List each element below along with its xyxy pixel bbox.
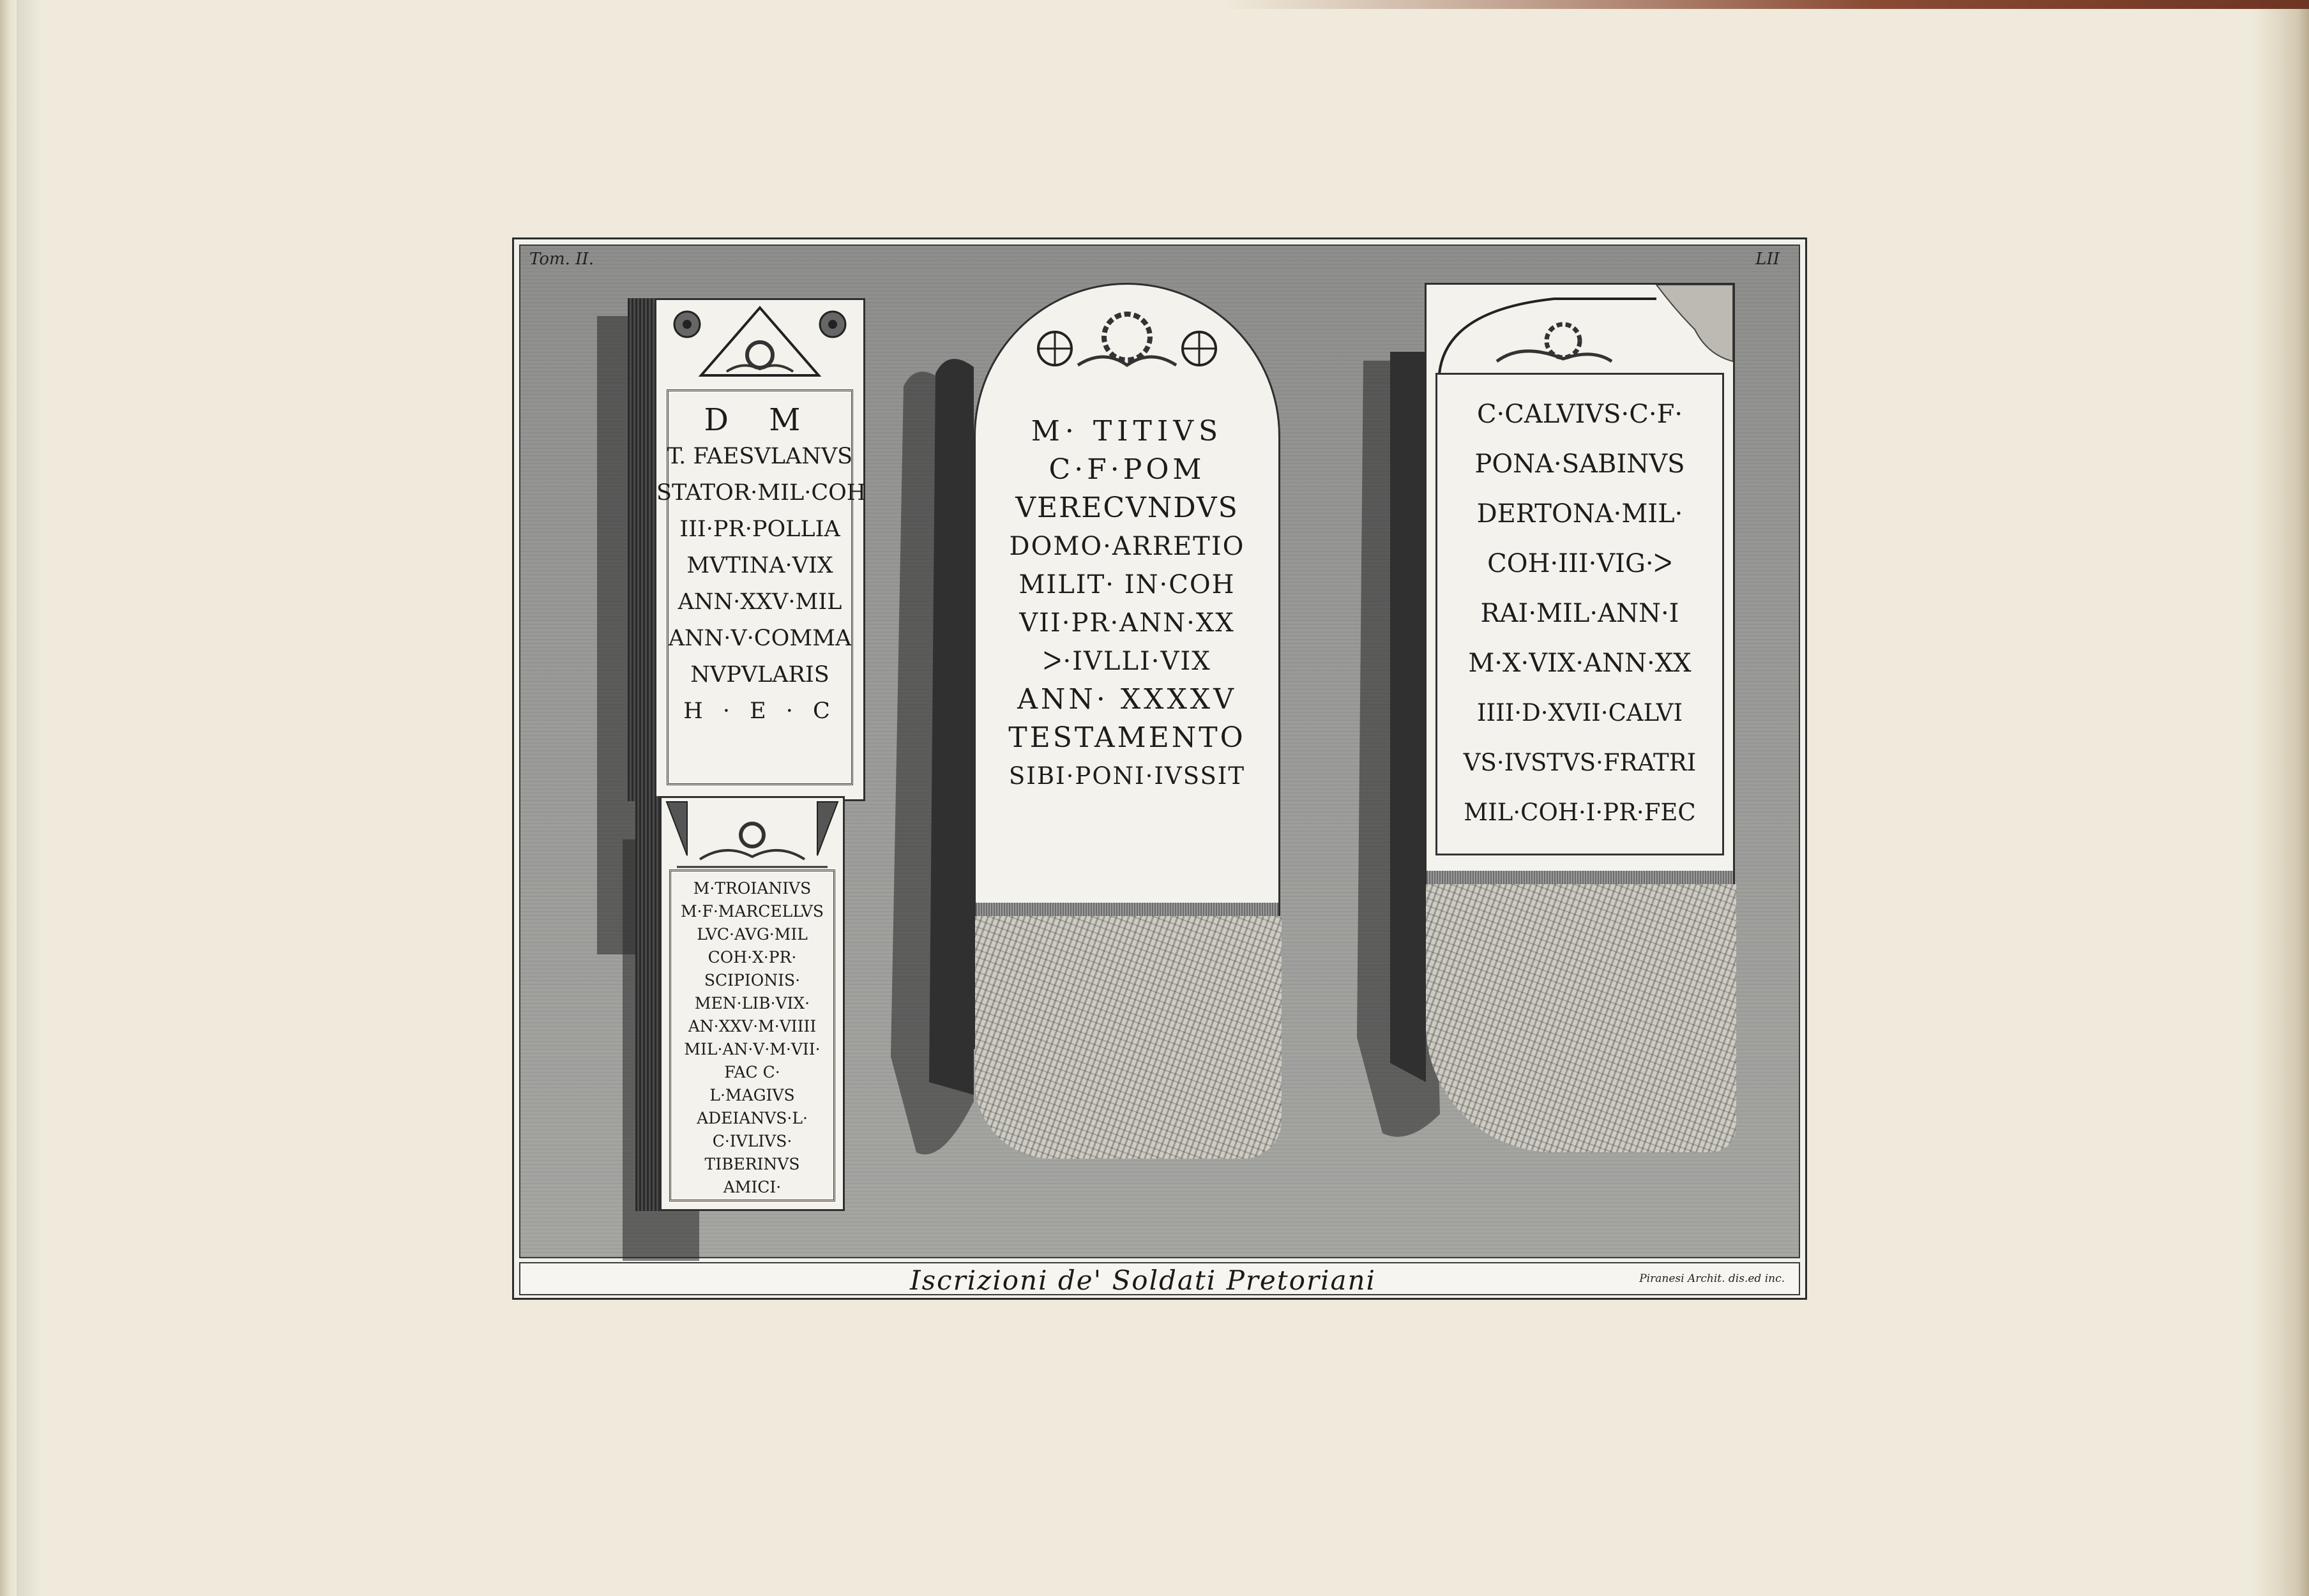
plate-number: LII	[1755, 250, 1780, 269]
inscription-line: VII·PR·ANN·XX	[1019, 608, 1235, 638]
spine-shadow	[17, 0, 42, 1596]
inscription-line: T. FAESVLANVS	[667, 444, 853, 469]
inscription-line: AMICI·	[723, 1178, 782, 1196]
binding-top-edge	[1223, 0, 2309, 9]
engraver-signature: Piranesi Archit. dis.ed inc.	[1639, 1272, 1785, 1285]
inscription-calvius	[1427, 389, 1733, 838]
inscription-troianius	[662, 877, 843, 1199]
inscription-line: MVTINA·VIX	[686, 553, 833, 578]
inscription-line: ANN·V·COMMA	[668, 626, 852, 651]
inscription-line: H · E · C	[683, 698, 837, 724]
inscription-line: C·F·POM	[1049, 453, 1206, 486]
inscription-line: VERECVNDVS	[1015, 492, 1239, 524]
inscription-line: M·F·MARCELLVS	[680, 902, 824, 921]
inscription-faesulanus	[656, 402, 867, 730]
inscription-line: COH·III·VIG·ᐳ	[1487, 549, 1672, 578]
inscription-line: MILIT· IN·COH	[1018, 570, 1236, 599]
wreath-and-rosettes-ornament	[976, 285, 1278, 387]
inscription-line: PONA·SABINVS	[1474, 449, 1685, 479]
inscription-line: ᐳ·IVLLI·VIX	[1043, 647, 1211, 676]
inscription-line: C·IVLIVS·	[712, 1132, 792, 1150]
broken-stone-base	[975, 916, 1282, 1159]
page-right-edge	[2252, 0, 2309, 1596]
inscription-line: C·CALVIVS·C·F·	[1476, 400, 1683, 429]
inscription-line: SCIPIONIS·	[704, 971, 801, 990]
inscription-line: ADEIANVS·L·	[697, 1109, 808, 1127]
volume-label: Tom. II.	[529, 250, 594, 269]
stone-face	[655, 298, 865, 801]
stone-face	[1425, 283, 1735, 953]
inscription-line: D M	[704, 402, 816, 438]
inscription-line: IIII·D·XVII·CALVI	[1476, 699, 1683, 726]
page-left-edge	[0, 0, 17, 1596]
inscription-line: TESTAMENTO	[1008, 721, 1246, 754]
pediment-ornament	[662, 798, 843, 873]
inscription-titius	[976, 412, 1278, 795]
stone-side	[628, 298, 657, 801]
inscription-line: FAC C·	[724, 1063, 780, 1081]
pediment-ornament	[656, 300, 863, 396]
inscription-line: DERTONA·MIL·	[1476, 499, 1683, 529]
broken-stone-base	[1426, 884, 1736, 1152]
stone-side	[635, 796, 661, 1211]
inscription-line: SIBI·PONI·IVSSIT	[1008, 762, 1246, 790]
plate-background	[519, 245, 1800, 1258]
inscription-line: TIBERINVS	[704, 1155, 800, 1173]
plate-caption: Iscrizioni de' Soldati Pretoriani	[910, 1265, 1376, 1296]
inscription-line: MIL·AN·V·M·VII·	[684, 1040, 821, 1058]
inscription-line: M·TROIANIVS	[693, 879, 812, 898]
inscription-line: MEN·LIB·VIX·	[694, 994, 810, 1013]
inscription-line: NVPVLARIS	[690, 662, 829, 688]
inscription-line: LVC·AVG·MIL	[697, 925, 808, 944]
stone-face	[660, 796, 845, 1211]
inscription-line: L·MAGIVS	[709, 1086, 795, 1104]
inscription-line: M·X·VIX·ANN·XX	[1468, 649, 1692, 678]
inscription-line: COH·X·PR·	[708, 948, 797, 967]
inscription-line: RAI·MIL·ANN·I	[1480, 599, 1679, 628]
inscription-line: M· TITIVS	[1031, 415, 1223, 448]
inscription-line: MIL·COH·I·PR·FEC	[1464, 799, 1696, 826]
inscription-line: ANN· XXXXV	[1017, 683, 1237, 716]
inscription-line: ANN·XXV·MIL	[678, 589, 842, 615]
inscription-line: III·PR·POLLIA	[679, 516, 840, 542]
inscription-line: AN·XXV·M·VIIII	[688, 1017, 817, 1035]
caption-bar	[519, 1262, 1800, 1295]
engraved-plate	[512, 237, 1807, 1300]
inscription-line: STATOR·MIL·COH	[656, 480, 867, 506]
inscription-line: VS·IVSTVS·FRATRI	[1463, 749, 1697, 776]
inscription-line: DOMO·ARRETIO	[1009, 532, 1245, 561]
